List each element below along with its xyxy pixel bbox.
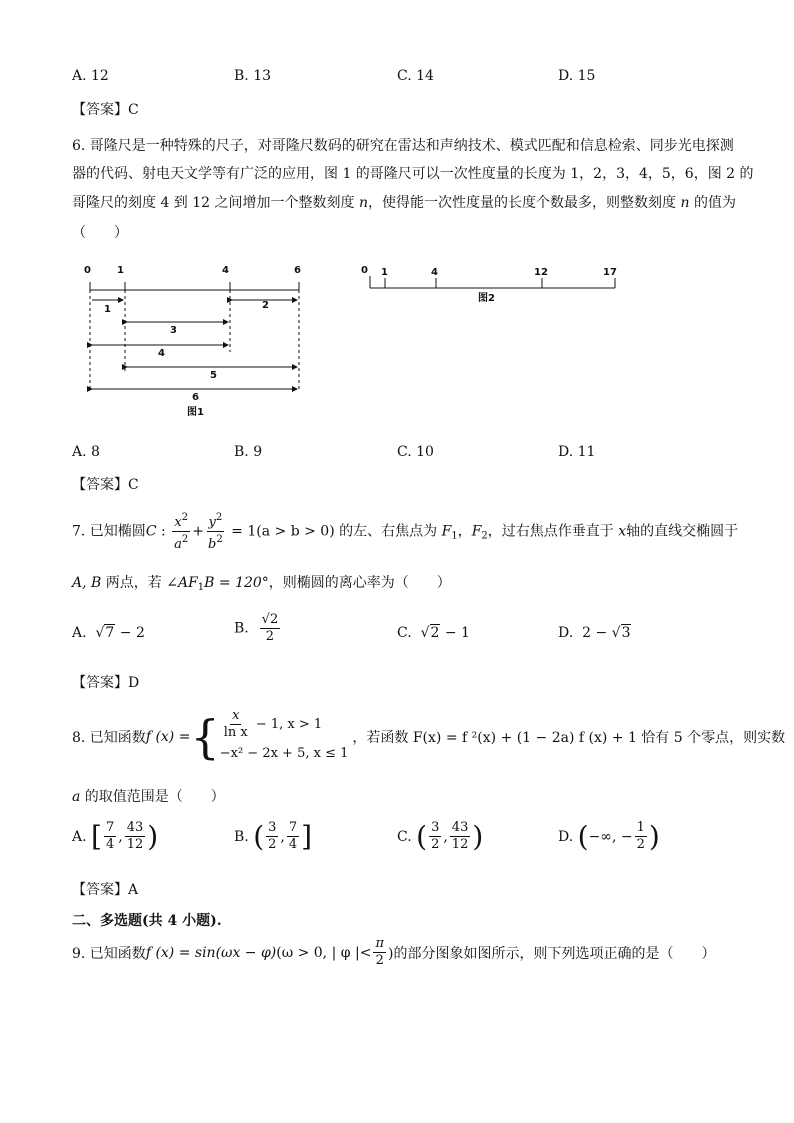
q5-option-b: B. 13 [234, 68, 272, 84]
q7-eq: = 1(a > b > 0) [226, 523, 335, 540]
q6-line3-mid: ，使得能一次性度量的长度个数最多，则整数刻度 [368, 195, 681, 211]
q9-cond: (ω > 0, | φ |< [276, 944, 372, 961]
fraction [222, 708, 250, 741]
denominator: ln x [223, 724, 248, 740]
option-label: B. [234, 828, 249, 845]
denominator: 2 [265, 629, 275, 644]
fraction: $\frac{x^2}{a^2}$ [174, 512, 189, 552]
q8-fx: f (x) = [145, 729, 191, 745]
fig2-tick-label: 4 [431, 267, 438, 278]
q8-option-d [558, 820, 660, 853]
q6-line2: 器的代码、射电天文学等有广泛的应用，图 1 的哥隆尺可以一次性度量的长度为 1，2，3，4，5，6，图 2 的 [72, 166, 754, 182]
q6-option-a: A. 8 [72, 444, 100, 460]
q8-answer [72, 879, 138, 899]
numerator: 7 [105, 820, 115, 835]
numerator: π [375, 936, 384, 951]
answer-value: D [128, 675, 140, 691]
var-x: x [618, 523, 627, 540]
q7-post2: 轴的直线交椭圆于 [626, 523, 739, 540]
answer-value: A [128, 882, 139, 898]
option-pre: 2 − [582, 625, 612, 641]
fig2-caption: 图2 [478, 293, 495, 304]
fraction [287, 820, 299, 853]
q8-option-c: C. ( $\frac{3}{2}$ , $\frac{43}{12}$ ) [397, 820, 484, 853]
var-y: y [208, 515, 216, 530]
bracket-right: ] [301, 820, 313, 853]
option-label: B. [234, 620, 249, 637]
option-label: D. [558, 625, 574, 641]
fig1-span-label: 2 [262, 300, 269, 311]
q9-func: f (x) = sin(ωx − φ) [145, 944, 277, 961]
q7-line2-mid: 两点，若 ∠ [101, 575, 178, 591]
var-a: a [72, 789, 81, 805]
option-label: D. [558, 828, 574, 845]
var-F2: F [471, 523, 482, 540]
fig2-tick-label: 1 [381, 267, 388, 278]
denominator: 2 [375, 953, 384, 968]
q6-line3-pre: 哥隆尺的刻度 4 到 12 之间增加一个整数刻度 [72, 195, 359, 211]
numerator: 43 [451, 820, 469, 835]
fraction [266, 820, 278, 853]
radicand: 3 [621, 625, 631, 641]
q6-line3-post: 的值为 [689, 195, 736, 211]
q7-option-a: A. √7 − 2 [72, 625, 145, 641]
fig1-span-label: 5 [210, 370, 217, 381]
q5-option-d: D. 15 [558, 68, 596, 84]
q7-line2: A, B 两点，若 $\angle AF_1B = 120^\circ$，则椭圆的离心率为（ ） [72, 575, 451, 593]
q8-option-b: B. ( $\frac{3}{2}$ , $\frac{7}{4}$ ] [234, 820, 313, 853]
fig1-span-label: 4 [158, 348, 165, 359]
q6-option-c: C. 10 [397, 444, 434, 460]
option-rest: − 2 [115, 625, 145, 641]
option-label: A. [72, 625, 87, 641]
numerator: 3 [431, 820, 440, 835]
fig2-tick-label: 17 [603, 267, 617, 278]
q8-mid: ，若函数 F(x) = f ²(x) + (1 − 2a) f (x) + 1 恰有 5 个零点，则实数 [352, 730, 786, 746]
q7-option-d: D. 2 − √3 [558, 625, 631, 641]
q5-option-a: A. 12 [72, 68, 109, 84]
denominator: 2 [268, 837, 277, 852]
q7-mid: 的左、右焦点为 [334, 523, 442, 540]
q6-line3 [72, 192, 736, 212]
q6-paren: （ ） [72, 225, 128, 241]
piecewise-brace: { [190, 710, 220, 764]
denominator: 4 [105, 837, 115, 852]
var-AF1B: AF [177, 575, 198, 591]
fig1-caption: 图1 [187, 407, 204, 418]
q7-option-c: C. √2 − 1 [397, 625, 470, 641]
q7-angle: B = 120° [204, 575, 269, 591]
numerator: x [232, 707, 240, 723]
denominator: 2 [636, 837, 645, 852]
bracket-right: ) [147, 820, 159, 853]
q9-line1 [72, 936, 715, 969]
fig1-span-label: 3 [170, 325, 177, 336]
denominator: 12 [126, 837, 144, 852]
answer-label: 【答案】 [72, 477, 128, 493]
answer-label: 【答案】 [72, 882, 128, 898]
q7-line1: 7. 已知椭圆C : $\frac{x^2}{a^2}$ + $\frac{y^2}{b^2}$ = 1(a > b > 0) 的左、右焦点为 $F_1$，$F_2$，过右焦点作垂直于 x轴的直线交椭圆于 [72, 512, 739, 552]
numerator: 1 [636, 820, 645, 835]
case-1-rest: − 1, x > 1 [251, 716, 323, 732]
denominator: 2 [431, 837, 440, 852]
answer-label: 【答案】 [72, 102, 128, 118]
option-label: A. [72, 828, 87, 845]
q5-option-c: C. 14 [397, 68, 434, 84]
option-pre: −∞, − [588, 828, 633, 845]
case-1 [220, 708, 349, 741]
denominator: 12 [451, 837, 469, 852]
fig1-tick-label: 4 [222, 265, 229, 276]
q7-answer [72, 672, 139, 692]
option-rest: − 1 [440, 625, 470, 641]
bracket-left: ( [416, 820, 428, 853]
option-label: C. [397, 625, 412, 641]
fig1-span-label: 1 [104, 304, 111, 315]
bracket-left: [ [91, 820, 102, 853]
var-n: n [680, 195, 690, 211]
fraction: $\frac{y^2}{b^2}$ [208, 512, 223, 552]
q8-line1 [72, 704, 785, 770]
q8-pre: 8. 已知函数 [72, 730, 146, 746]
q8-option-a: A. [ $\frac{7}{4}$ , $\frac{43}{12}$ ) [72, 820, 159, 853]
fig1-tick-label: 1 [117, 265, 124, 276]
bracket-left: ( [577, 820, 589, 853]
fig1-span-label: 6 [192, 392, 199, 403]
numerator: 43 [126, 820, 144, 835]
numerator: 7 [288, 820, 298, 835]
q6-option-d: D. 11 [558, 444, 596, 460]
q7-option-b [234, 612, 282, 645]
var-F1: F [441, 523, 452, 540]
section-heading: 二、多选题(共 4 小题). [72, 913, 222, 929]
q5-answer [72, 99, 139, 119]
fraction [260, 612, 281, 645]
fraction [635, 820, 647, 853]
radicand: 7 [105, 625, 115, 641]
option-label: C. [397, 828, 412, 845]
golomb-ruler-figure-2 [356, 262, 626, 312]
var-n: n [358, 195, 369, 211]
q8-line2-text: 的取值范围是（ ） [80, 789, 225, 805]
fraction [373, 936, 386, 969]
answer-value: C [128, 477, 139, 493]
var-b: b [208, 537, 217, 552]
colon: : [156, 523, 171, 540]
denominator: 4 [288, 837, 298, 852]
fraction [429, 820, 441, 853]
bracket-right: ) [472, 820, 484, 853]
bracket-left: ( [253, 820, 265, 853]
var-AB: A, B [72, 575, 102, 591]
fig1-tick-label: 6 [294, 265, 301, 276]
case-2: −x² − 2x + 5, x ≤ 1 [219, 745, 349, 761]
fraction [125, 820, 146, 853]
fig1-tick-label: 0 [84, 265, 91, 276]
numerator: 3 [268, 820, 277, 835]
var-C: C [145, 523, 157, 540]
q6-line1: 6. 哥隆尺是一种特殊的尺子，对哥隆尺数码的研究在雷达和声纳技术、模式匹配和信息检索、同步光电探测 [72, 138, 734, 154]
fig2-tick-label: 0 [361, 265, 368, 276]
q8-line2 [72, 786, 225, 806]
q7-pre: 7. 已知椭圆 [72, 523, 146, 540]
q9-post: )的部分图象如图所示，则下列选项正确的是（ ） [387, 945, 716, 962]
fraction [450, 820, 471, 853]
q6-answer [72, 474, 139, 494]
golomb-ruler-figure-1 [78, 262, 318, 422]
bracket-right: ) [648, 820, 660, 853]
piecewise-cases [220, 708, 349, 767]
q7-post: ，过右焦点作垂直于 [487, 523, 619, 540]
q6-option-b: B. 9 [234, 444, 263, 460]
answer-label: 【答案】 [72, 675, 128, 691]
fraction [104, 820, 116, 853]
q9-pre: 9. 已知函数 [72, 945, 146, 962]
answer-value: C [128, 102, 139, 118]
var-x: x [174, 515, 182, 530]
q7-line2-post: ，则椭圆的离心率为（ ） [268, 575, 451, 591]
fig2-tick-label: 12 [534, 267, 548, 278]
var-a: a [174, 537, 182, 552]
radicand: 2 [430, 625, 440, 641]
numerator: √2 [261, 612, 279, 627]
